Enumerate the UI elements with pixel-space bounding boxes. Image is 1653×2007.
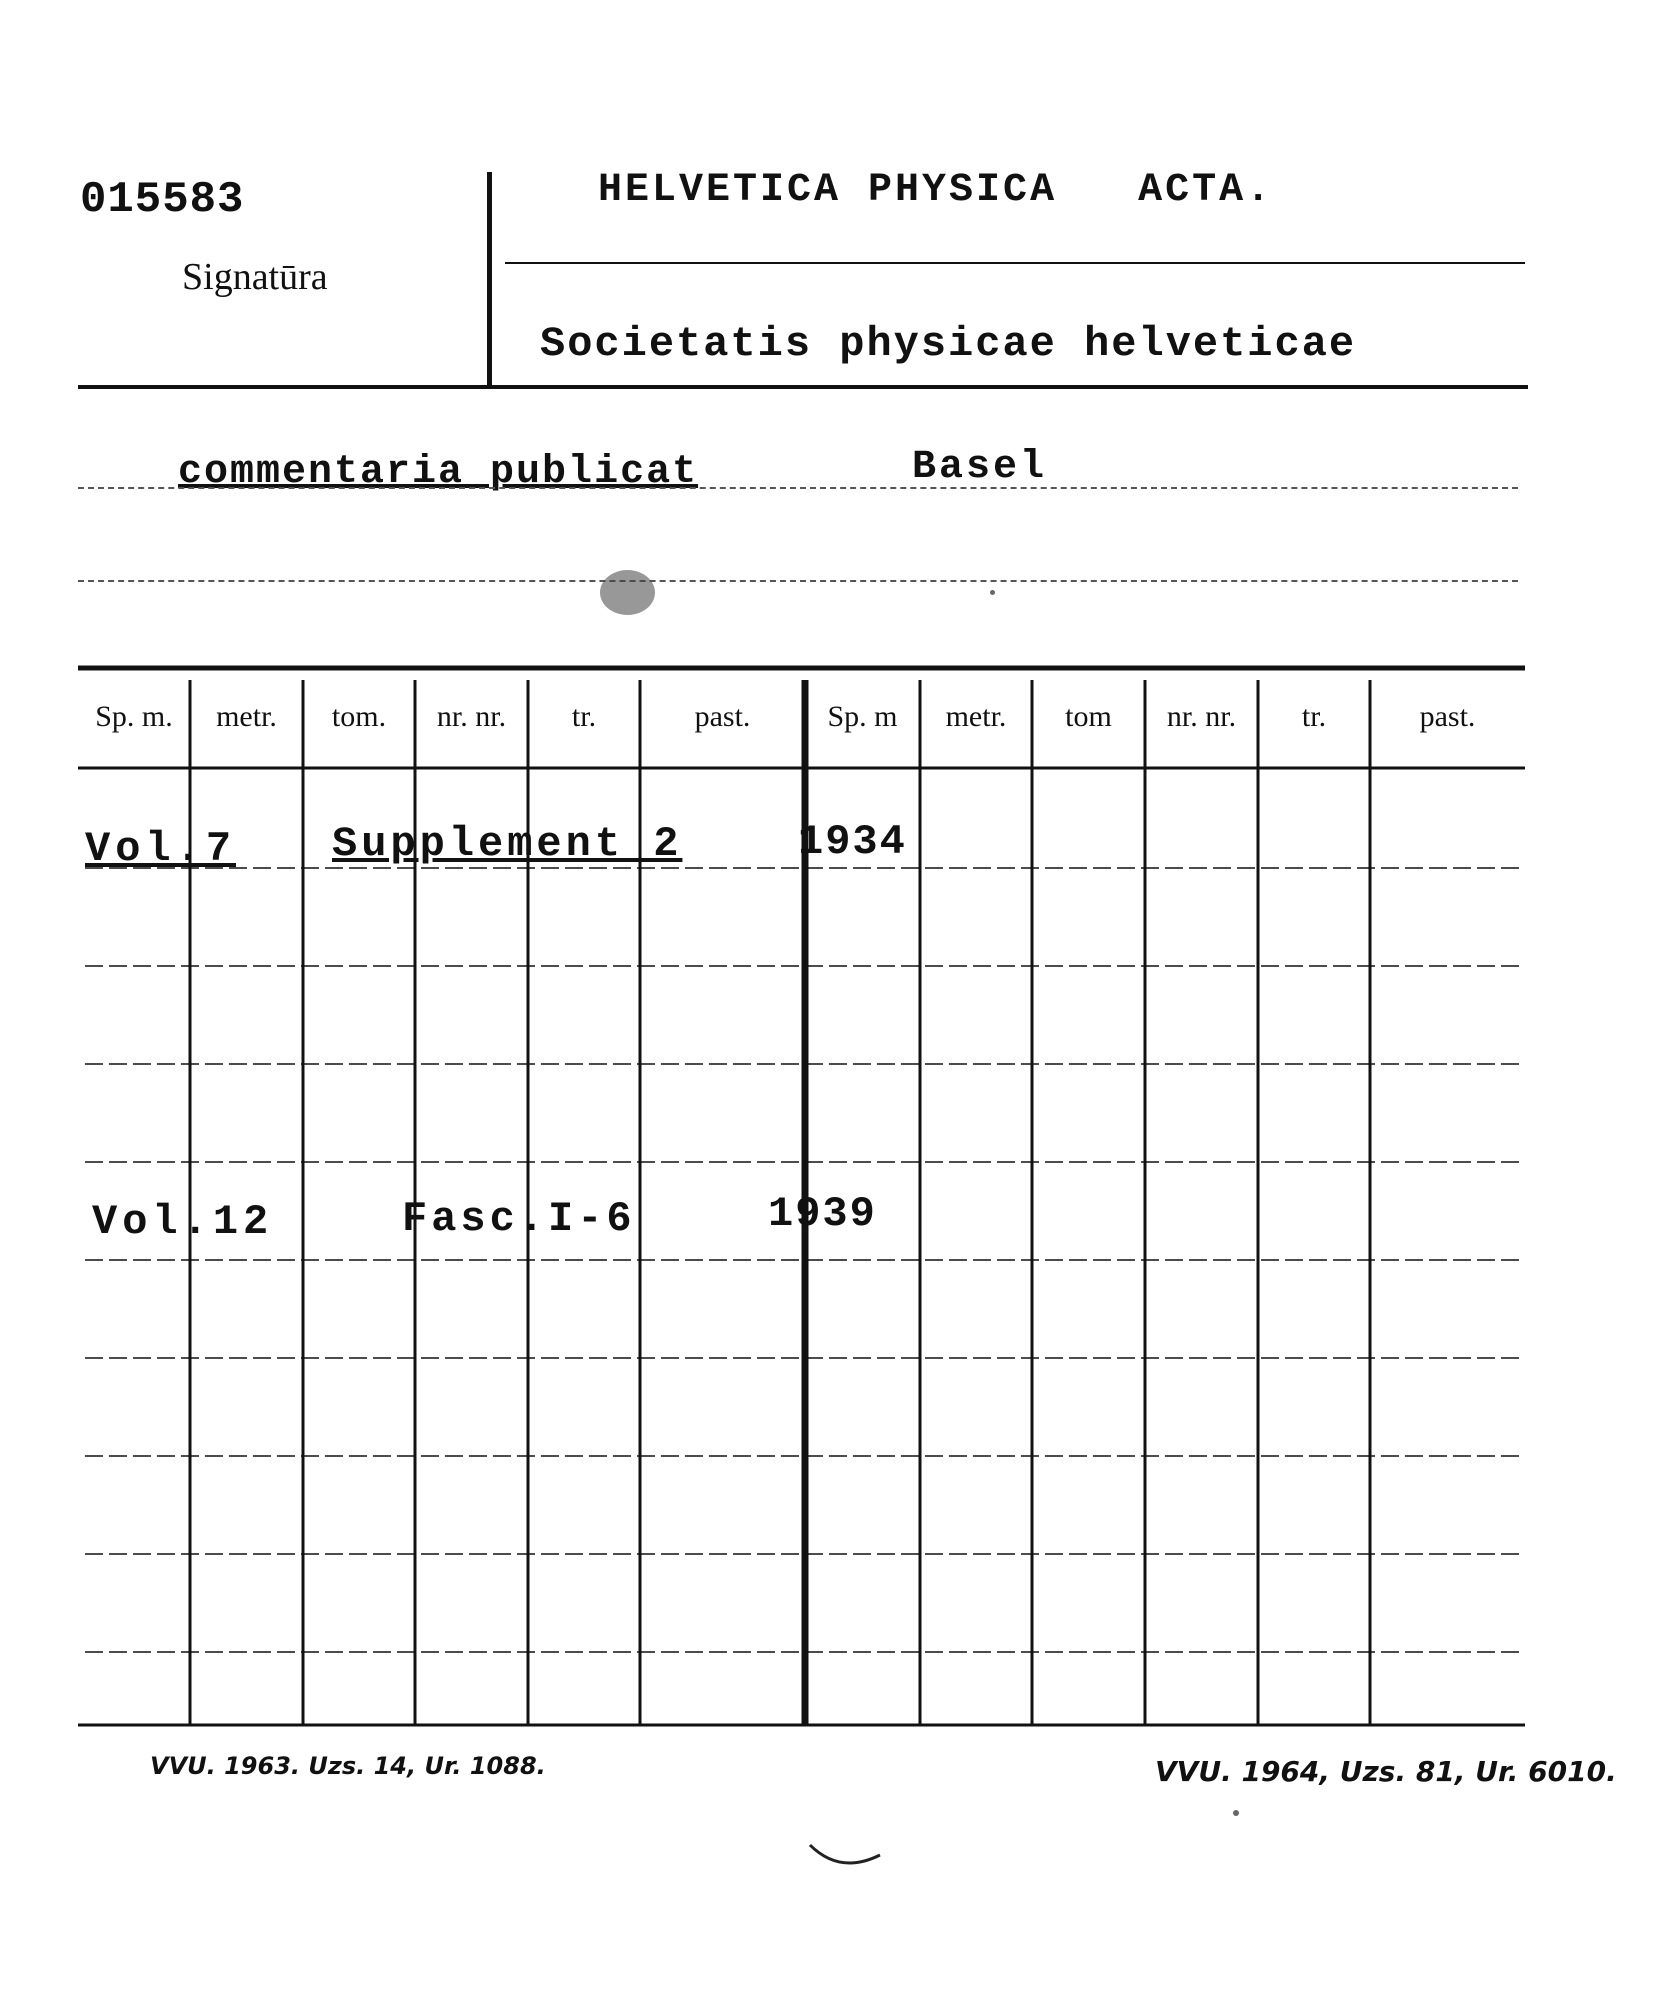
- title-line-1: HELVETICA PHYSICA ACTA.: [598, 168, 1274, 213]
- signature-number: 015583: [80, 175, 245, 225]
- title-line-2: Societatis physicae helveticae: [540, 320, 1357, 368]
- column-header: nr. nr.: [436, 700, 507, 733]
- ink-dot: [1233, 1810, 1239, 1816]
- column-header: tom: [1065, 700, 1112, 733]
- column-header: nr. nr.: [1166, 700, 1237, 733]
- column-header: metr.: [216, 700, 277, 733]
- column-header: tr.: [1301, 700, 1327, 733]
- entry-1-volume: Vol.7: [85, 825, 237, 873]
- footer-note-left: VVU. 1963. Uzs. 14, Ur. 1088.: [150, 1752, 546, 1780]
- entry-2-year: 1939: [768, 1190, 877, 1238]
- entry-2-part: Fasc.I-6: [402, 1195, 636, 1243]
- entry-1-year: 1934: [798, 818, 907, 866]
- column-header: metr.: [945, 700, 1007, 733]
- column-header: past.: [694, 700, 751, 733]
- title-line-3-right: Basel: [912, 445, 1048, 490]
- pencil-mark: [800, 1825, 920, 1885]
- entry-1-part: Supplement 2: [332, 820, 683, 868]
- footer-note-right: VVU. 1964, Uzs. 81, Ur. 6010.: [1155, 1755, 1617, 1788]
- entry-2-volume: Vol.12: [92, 1198, 274, 1246]
- title-line-3-left: commentaria publicat: [178, 450, 699, 495]
- ink-dot: [990, 590, 995, 595]
- column-header: Sp. m: [827, 700, 898, 733]
- column-header: tr.: [571, 700, 597, 733]
- column-header: Sp. m.: [95, 700, 173, 733]
- column-header: past.: [1419, 700, 1476, 733]
- ink-blot: [600, 570, 655, 615]
- column-header: tom.: [331, 700, 387, 733]
- signature-label: Signatūra: [182, 256, 328, 298]
